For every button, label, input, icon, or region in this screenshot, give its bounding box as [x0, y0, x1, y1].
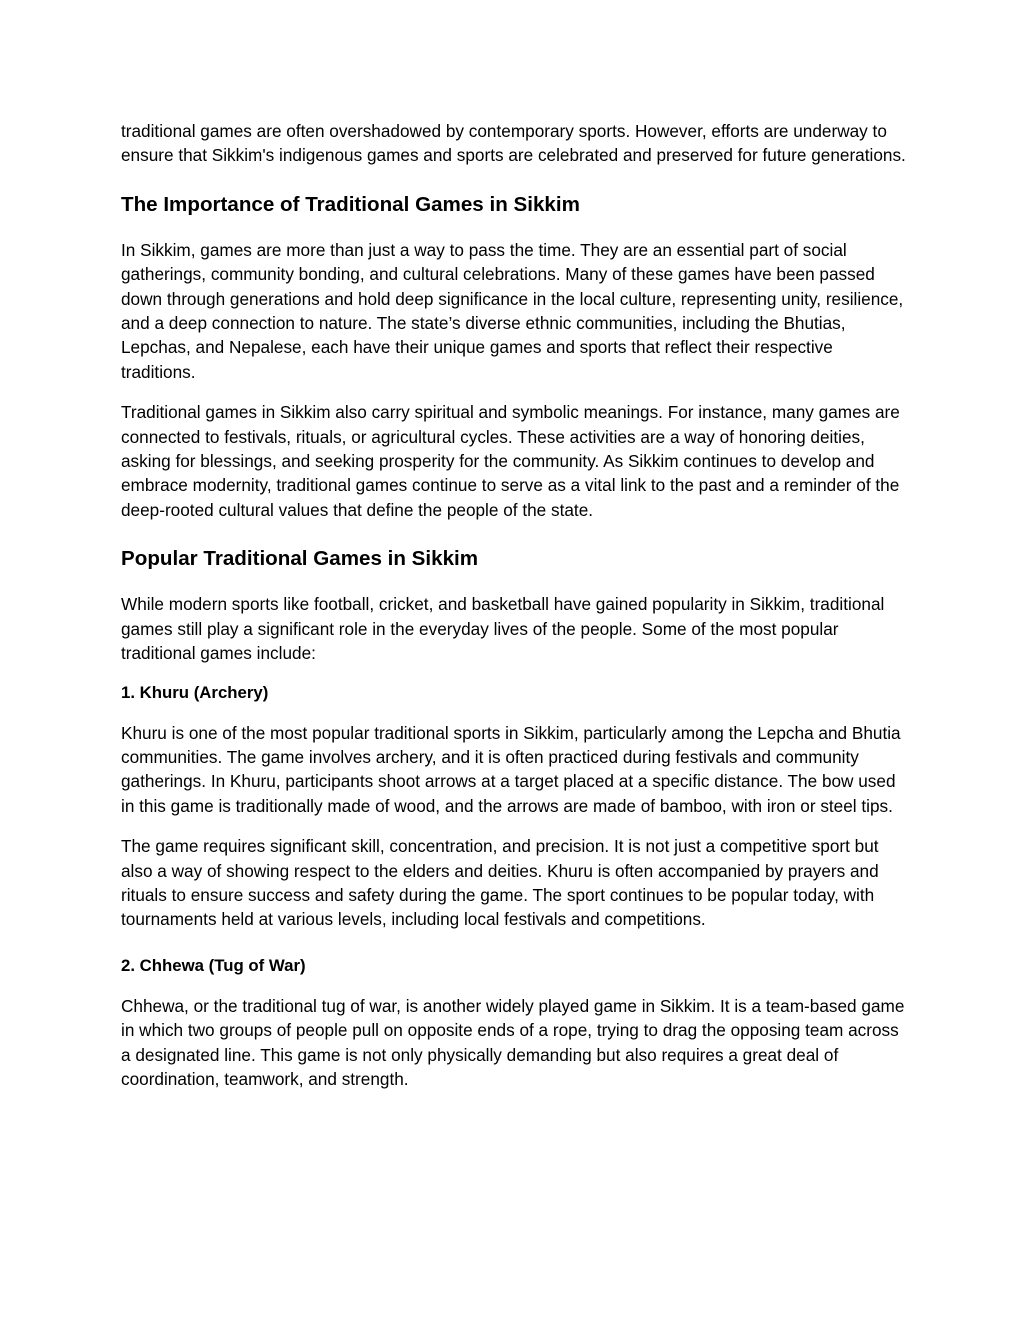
popular-games-intro: While modern sports like football, cricket, and basketball have gained popularity in Sikkim, traditional games still play a significant role in the everyday lives of the people. Some of the most popular traditional games include:	[121, 594, 885, 664]
khuru-heading: 1. Khuru (Archery)	[121, 682, 269, 702]
chhewa-heading: 2. Chhewa (Tug of War)	[121, 955, 306, 975]
popular-games-heading: Popular Traditional Games in Sikkim	[121, 547, 479, 571]
importance-paragraph-2: Traditional games in Sikkim also carry spiritual and symbolic meanings. For instance, many games are connected to festivals, rituals, or agricultural cycles. These activities are a way of honoring deities, asking for blessings, and seeking prosperity for the community. As Sikkim continues to develop and embrace modernity, traditional games continue to serve as a vital link to the past and a reminder of the deep-rooted cultural values that define the people of the state.	[121, 402, 900, 520]
khuru-paragraph-2: The game requires significant skill, concentration, and precision. It is not just a competitive sport but also a way of showing respect to the elders and deities. Khuru is often accompanied by prayers and rituals to ensure success and safety during the game. The sport continues to be popular today, with tournaments held at various levels, including local festivals and competitions.	[121, 836, 879, 930]
document-page	[121, 119, 906, 1107]
importance-paragraph-1: In Sikkim, games are more than just a way to pass the time. They are an essential part of social gatherings, community bonding, and cultural celebrations. Many of these games have been passed down through generations and hold deep significance in the local culture, representing unity, resilience, and a deep connection to nature. The state’s diverse ethnic communities, including the Bhutias, Lepchas, and Nepalese, each have their unique games and sports that reflect their respective traditions.	[121, 239, 904, 382]
importance-heading: The Importance of Traditional Games in Sikkim	[121, 192, 580, 216]
chhewa-paragraph-1: Chhewa, or the traditional tug of war, is another widely played game in Sikkim. It is a team-based game in which two groups of people pull on opposite ends of a rope, trying to drag the opposing team across a designated line. This game is not only physically demanding but also requires a great deal of coordination, teamwork, and strength.	[121, 995, 905, 1089]
intro-paragraph: traditional games are often overshadowed by contemporary sports. However, efforts are underway to ensure that Sikkim's indigenous games and sports are celebrated and preserved for future generations.	[121, 121, 906, 166]
khuru-paragraph-1: Khuru is one of the most popular traditional sports in Sikkim, particularly among the Lepcha and Bhutia communities. The game involves archery, and it is often practiced during festivals and community gatherings. In Khuru, participants shoot arrows at a target placed at a specific distance. The bow used in this game is traditionally made of wood, and the arrows are made of bamboo, with iron or steel tips.	[121, 722, 901, 816]
